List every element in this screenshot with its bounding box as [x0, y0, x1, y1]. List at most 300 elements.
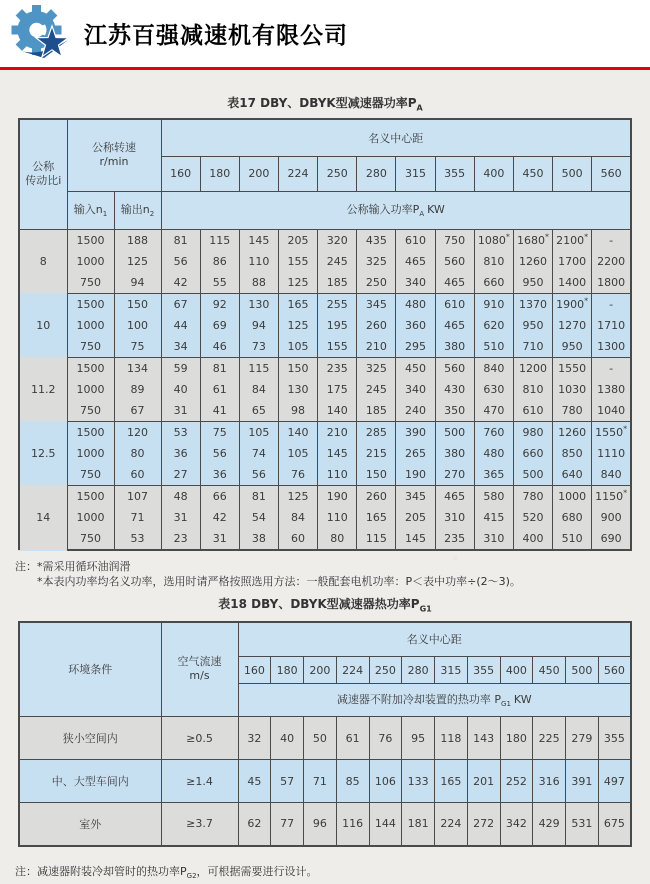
power-value-cell: 430	[435, 379, 474, 400]
power-value-cell: 185	[357, 400, 396, 422]
table18-title-text: 表18 DBY、DBYK型减速器热功率P	[218, 596, 420, 611]
input-speed-cell: 750	[67, 528, 114, 550]
power-value-cell: 1080*	[474, 229, 513, 251]
power-value-cell: 81	[200, 357, 239, 379]
thermal-value-cell: 32	[238, 717, 271, 760]
power-value-cell: 38	[239, 528, 278, 550]
power-table-row	[19, 379, 631, 400]
thermal-value-cell: 96	[304, 803, 337, 846]
thermal-value-cell: 391	[566, 760, 599, 803]
thermal-value-cell: 62	[238, 803, 271, 846]
power-value-cell: 610	[396, 229, 435, 251]
power-value-cell: 92	[200, 293, 239, 315]
power-value-cell: 145	[318, 443, 357, 464]
thermal-value-cell: 165	[435, 760, 468, 803]
thermal-value-cell: 180	[500, 717, 533, 760]
power-value-cell: 84	[239, 379, 278, 400]
power-value-cell: 210	[318, 421, 357, 443]
power-value-cell: 46	[200, 336, 239, 358]
power-value-cell: 415	[474, 507, 513, 528]
power-value-cell: 125	[278, 272, 317, 294]
distance-header-cell: 160	[238, 657, 271, 684]
power-value-cell: 950	[513, 272, 552, 294]
power-value-cell: 125	[278, 315, 317, 336]
asterisk-mark: *	[544, 231, 549, 241]
power-value-cell: 270	[435, 464, 474, 486]
note-line-2: *本表内功率均名义功率，选用时请严格按照选用方法：一般配套电机功率：P＜表中功率÷(2～3)。	[37, 574, 521, 588]
power-value-cell: 510	[553, 528, 592, 550]
power-value-cell: 690	[592, 528, 631, 550]
thermal-value-cell: 225	[533, 717, 566, 760]
power-value-cell: 900	[592, 507, 631, 528]
input-speed-cell: 750	[67, 400, 114, 422]
power-value-cell: 1260	[553, 421, 592, 443]
power-value-cell: 125	[278, 485, 317, 507]
output-speed-cell: 120	[114, 421, 161, 443]
power-value-cell: 27	[161, 464, 200, 486]
thermal-value-cell: 61	[336, 717, 369, 760]
thermal-table-row	[19, 717, 631, 760]
power-value-cell: 520	[513, 507, 552, 528]
power-value-cell: 1700	[553, 251, 592, 272]
power-value-cell: 465	[396, 251, 435, 272]
thermal-value-cell: 50	[304, 717, 337, 760]
power-value-cell: 660	[513, 443, 552, 464]
power-value-cell: 350	[435, 400, 474, 422]
col-header-ratio	[19, 119, 67, 229]
power-value-cell: 76	[278, 464, 317, 486]
output-speed-cell: 89	[114, 379, 161, 400]
ratio-cell: 10	[19, 293, 67, 357]
thermal-value-cell: 181	[402, 803, 435, 846]
power-value-cell: 54	[239, 507, 278, 528]
airflow-cell: ≥3.7	[161, 803, 238, 846]
power-value-cell: 1380	[592, 379, 631, 400]
power-value-cell: 31	[161, 507, 200, 528]
power-value-cell: 760	[474, 421, 513, 443]
power-value-cell: 195	[318, 315, 357, 336]
distance-header-cell: 280	[402, 657, 435, 684]
power-value-cell: 1550	[553, 357, 592, 379]
ratio-cell: 12.5	[19, 421, 67, 485]
thermal-value-cell: 144	[369, 803, 402, 846]
power-value-cell: 980	[513, 421, 552, 443]
power-value-cell: 31	[200, 528, 239, 550]
distance-header-cell: 160	[161, 156, 200, 191]
airflow-cell: ≥1.4	[161, 760, 238, 803]
power-value-cell: 36	[161, 443, 200, 464]
ratio-cell: 14	[19, 485, 67, 550]
power-value-cell: 210	[357, 336, 396, 358]
power-value-cell: 1400	[553, 272, 592, 294]
power-value-cell: 1550*	[592, 421, 631, 443]
power-value-cell: 53	[161, 421, 200, 443]
ratio-label-line2: 传动比i	[25, 174, 62, 188]
power-value-cell: 780	[553, 400, 592, 422]
power-value-cell: 61	[200, 379, 239, 400]
power-value-cell: 380	[435, 336, 474, 358]
power-value-cell: 1300	[592, 336, 631, 358]
output-speed-cell: 67	[114, 400, 161, 422]
power-value-cell: 44	[161, 315, 200, 336]
power-value-cell: 260	[357, 315, 396, 336]
power-table-row	[19, 357, 631, 379]
thermal-value-cell: 355	[598, 717, 631, 760]
thermal-value-cell: 106	[369, 760, 402, 803]
gear-star-logo-icon	[10, 4, 76, 64]
power-value-cell: 94	[239, 315, 278, 336]
speed-unit: r/min	[99, 155, 129, 169]
power-value-cell: 81	[239, 485, 278, 507]
power-value-cell: 105	[278, 443, 317, 464]
airflow-cell: ≥0.5	[161, 717, 238, 760]
power-value-cell: 215	[357, 443, 396, 464]
power-value-cell: 255	[318, 293, 357, 315]
output-speed-cell: 75	[114, 336, 161, 358]
output-speed-cell: 100	[114, 315, 161, 336]
thermal-value-cell: 71	[304, 760, 337, 803]
asterisk-mark: *	[623, 487, 628, 497]
power-value-cell: 73	[239, 336, 278, 358]
power-value-cell: 480	[396, 293, 435, 315]
power-value-cell: 56	[239, 464, 278, 486]
input-speed-cell: 1500	[67, 357, 114, 379]
input-speed-cell: 1500	[67, 485, 114, 507]
speed-label: 公称转速	[92, 141, 136, 155]
distance-header-cell: 560	[592, 156, 631, 191]
power-value-cell: 950	[553, 336, 592, 358]
power-value-cell: 560	[435, 251, 474, 272]
power-value-cell: 510	[474, 336, 513, 358]
power-value-cell: 810	[474, 251, 513, 272]
col-header-thermal-power: 减速器不附加冷却装置的热功率 $P_{G1}$ KW	[238, 684, 631, 717]
power-value-cell: 1370	[513, 293, 552, 315]
power-value-cell: 610	[435, 293, 474, 315]
site-header	[0, 0, 650, 67]
input-speed-cell: 1000	[67, 251, 114, 272]
asterisk-mark: *	[584, 295, 589, 305]
power-table-row	[19, 421, 631, 443]
power-table-row	[19, 272, 631, 294]
power-value-cell: 345	[357, 293, 396, 315]
environment-cell: 室外	[19, 803, 161, 846]
power-value-cell: 115	[200, 229, 239, 251]
power-value-cell: 465	[435, 315, 474, 336]
power-value-cell: 325	[357, 251, 396, 272]
col-header-input-speed: 输入$n_1$	[67, 191, 114, 229]
distance-header-cell: 355	[467, 657, 500, 684]
power-value-cell: 380	[435, 443, 474, 464]
input-speed-cell: 750	[67, 464, 114, 486]
power-value-cell: 235	[318, 357, 357, 379]
thermal-value-cell: 95	[402, 717, 435, 760]
output-speed-cell: 134	[114, 357, 161, 379]
power-value-cell: 40	[161, 379, 200, 400]
thermal-value-cell: 76	[369, 717, 402, 760]
power-value-cell: 345	[396, 485, 435, 507]
thermal-value-cell: 116	[336, 803, 369, 846]
distance-header-cell: 180	[271, 657, 304, 684]
power-value-cell: 630	[474, 379, 513, 400]
power-table-row	[19, 507, 631, 528]
distance-header-cell: 224	[278, 156, 317, 191]
scanned-catalog-page	[0, 70, 650, 884]
ratio-label-line1: 公称	[32, 160, 55, 174]
table17-title-subscript: A	[416, 103, 423, 113]
col-header-center-distance-18: 名义中心距	[238, 622, 631, 657]
thermal-value-cell: 224	[435, 803, 468, 846]
power-value-cell: 325	[357, 357, 396, 379]
power-value-cell: -	[592, 357, 631, 379]
power-value-cell: 42	[200, 507, 239, 528]
power-table-row	[19, 251, 631, 272]
power-value-cell: 115	[357, 528, 396, 550]
air-velocity-label: 空气流速	[177, 655, 222, 669]
table17-title	[0, 96, 650, 113]
power-value-cell: 1900*	[553, 293, 592, 315]
distance-header-cell: 315	[435, 657, 468, 684]
power-table-row	[19, 315, 631, 336]
power-value-cell: 110	[318, 507, 357, 528]
thermal-value-cell: 279	[566, 717, 599, 760]
table17-title-text: 表17 DBY、DBYK型减速器功率P	[227, 96, 417, 110]
power-value-cell: 69	[200, 315, 239, 336]
power-value-cell: 480	[474, 443, 513, 464]
power-value-cell: 23	[161, 528, 200, 550]
thermal-value-cell: 429	[533, 803, 566, 846]
thermal-table-row	[19, 803, 631, 846]
power-value-cell: 750	[435, 229, 474, 251]
power-value-cell: 340	[396, 379, 435, 400]
input-speed-cell: 750	[67, 272, 114, 294]
power-value-cell: 56	[200, 443, 239, 464]
power-value-cell: 320	[318, 229, 357, 251]
power-value-cell: 465	[435, 485, 474, 507]
power-value-cell: 840	[592, 464, 631, 486]
power-value-cell: 560	[435, 357, 474, 379]
power-value-cell: 310	[435, 507, 474, 528]
power-value-cell: 34	[161, 336, 200, 358]
table18-title-subscript: G1	[419, 603, 432, 613]
power-value-cell: 41	[200, 400, 239, 422]
input-speed-cell: 1500	[67, 293, 114, 315]
thermal-value-cell: 118	[435, 717, 468, 760]
distance-header-cell: 250	[369, 657, 402, 684]
power-value-cell: 48	[161, 485, 200, 507]
thermal-value-cell: 201	[467, 760, 500, 803]
power-table-row	[19, 443, 631, 464]
distance-header-cell: 280	[357, 156, 396, 191]
power-value-cell: 680	[553, 507, 592, 528]
distance-header-cell: 200	[239, 156, 278, 191]
power-value-cell: 105	[278, 336, 317, 358]
power-value-cell: 98	[278, 400, 317, 422]
power-value-cell: 910	[474, 293, 513, 315]
power-value-cell: 950	[513, 315, 552, 336]
thermal-value-cell: 342	[500, 803, 533, 846]
distance-header-cell: 180	[200, 156, 239, 191]
power-value-cell: 1680*	[513, 229, 552, 251]
power-table-row	[19, 400, 631, 422]
distance-header-cell: 400	[474, 156, 513, 191]
thermal-value-cell: 133	[402, 760, 435, 803]
table18-title	[0, 597, 650, 611]
power-value-cell: 710	[513, 336, 552, 358]
power-value-cell: 130	[239, 293, 278, 315]
power-value-cell: 1040	[592, 400, 631, 422]
power-value-cell: 450	[396, 357, 435, 379]
power-value-cell: 310	[474, 528, 513, 550]
power-value-cell: 250	[357, 272, 396, 294]
power-value-cell: 130	[278, 379, 317, 400]
distance-header-cell: 450	[533, 657, 566, 684]
thermal-value-cell: 143	[467, 717, 500, 760]
thermal-value-cell: 40	[271, 717, 304, 760]
power-value-cell: 400	[513, 528, 552, 550]
note-label: 注：	[15, 559, 37, 573]
thermal-value-cell: 252	[500, 760, 533, 803]
power-value-cell: 660	[474, 272, 513, 294]
input-speed-cell: 1000	[67, 507, 114, 528]
power-value-cell: 31	[161, 400, 200, 422]
output-speed-cell: 150	[114, 293, 161, 315]
power-value-cell: 360	[396, 315, 435, 336]
power-value-cell: 75	[200, 421, 239, 443]
power-value-cell: 86	[200, 251, 239, 272]
power-value-cell: -	[592, 229, 631, 251]
power-value-cell: 240	[396, 400, 435, 422]
power-value-cell: 36	[200, 464, 239, 486]
power-value-cell: 140	[318, 400, 357, 422]
power-value-cell: 150	[278, 357, 317, 379]
power-value-cell: 500	[435, 421, 474, 443]
output-speed-cell: 94	[114, 272, 161, 294]
power-value-cell: 190	[396, 464, 435, 486]
power-value-cell: 84	[278, 507, 317, 528]
output-speed-cell: 107	[114, 485, 161, 507]
power-value-cell: 175	[318, 379, 357, 400]
company-logo[interactable]	[10, 4, 76, 64]
power-value-cell: 1270	[553, 315, 592, 336]
company-name[interactable]: 江苏百强减速机有限公司	[84, 23, 348, 49]
power-value-cell: 295	[396, 336, 435, 358]
power-table-row	[19, 336, 631, 358]
distance-header-cell: 250	[318, 156, 357, 191]
power-value-cell: 2100*	[553, 229, 592, 251]
power-value-cell: 145	[396, 528, 435, 550]
power-value-cell: 1710	[592, 315, 631, 336]
power-value-cell: 56	[161, 251, 200, 272]
distance-header-cell: 200	[304, 657, 337, 684]
power-value-cell: 265	[396, 443, 435, 464]
power-value-cell: 810	[513, 379, 552, 400]
input-speed-cell: 1000	[67, 443, 114, 464]
power-table-row	[19, 528, 631, 550]
environment-cell: 中、大型车间内	[19, 760, 161, 803]
power-table-row	[19, 485, 631, 507]
power-value-cell: 165	[357, 507, 396, 528]
power-value-cell: 640	[553, 464, 592, 486]
thermal-value-cell: 497	[598, 760, 631, 803]
note-text-1: *需采用循环油润滑	[37, 559, 131, 573]
power-value-cell: 80	[318, 528, 357, 550]
asterisk-mark: *	[584, 231, 589, 241]
input-speed-cell: 1500	[67, 229, 114, 251]
power-value-cell: 260	[357, 485, 396, 507]
col-header-center-distance: 名义中心距	[161, 119, 631, 156]
power-value-cell: 67	[161, 293, 200, 315]
power-value-cell: 340	[396, 272, 435, 294]
power-value-cell: 185	[318, 272, 357, 294]
thermal-value-cell: 45	[238, 760, 271, 803]
environment-cell: 狭小空间内	[19, 717, 161, 760]
power-value-cell: 55	[200, 272, 239, 294]
table18-thermal-power-table	[18, 621, 632, 847]
thermal-value-cell: 316	[533, 760, 566, 803]
output-speed-cell: 188	[114, 229, 161, 251]
power-value-cell: 1800	[592, 272, 631, 294]
power-value-cell: 205	[278, 229, 317, 251]
power-value-cell: 850	[553, 443, 592, 464]
power-table-row	[19, 229, 631, 251]
ratio-cell: 11.2	[19, 357, 67, 421]
ratio-cell: 8	[19, 229, 67, 293]
power-value-cell: 155	[318, 336, 357, 358]
input-speed-cell: 1500	[67, 421, 114, 443]
asterisk-mark: *	[505, 231, 510, 241]
power-value-cell: 110	[318, 464, 357, 486]
power-value-cell: 390	[396, 421, 435, 443]
power-value-cell: 235	[435, 528, 474, 550]
col-header-air-velocity	[161, 622, 238, 717]
power-value-cell: 115	[239, 357, 278, 379]
power-value-cell: 245	[318, 251, 357, 272]
thermal-value-cell: 57	[271, 760, 304, 803]
power-table-row	[19, 464, 631, 486]
power-value-cell: 610	[513, 400, 552, 422]
output-speed-cell: 60	[114, 464, 161, 486]
col-header-environment: 环境条件	[19, 622, 161, 717]
power-table-row	[19, 293, 631, 315]
power-value-cell: 150	[357, 464, 396, 486]
power-value-cell: 205	[396, 507, 435, 528]
power-value-cell: 465	[435, 272, 474, 294]
power-value-cell: 1110	[592, 443, 631, 464]
power-value-cell: 1030	[553, 379, 592, 400]
thermal-value-cell: 85	[336, 760, 369, 803]
input-speed-cell: 750	[67, 336, 114, 358]
power-value-cell: 110	[239, 251, 278, 272]
power-value-cell: 105	[239, 421, 278, 443]
power-value-cell: 2200	[592, 251, 631, 272]
power-value-cell: 165	[278, 293, 317, 315]
thermal-value-cell: 531	[566, 803, 599, 846]
power-value-cell: 88	[239, 272, 278, 294]
input-speed-cell: 1000	[67, 315, 114, 336]
power-value-cell: 285	[357, 421, 396, 443]
thermal-value-cell: 675	[598, 803, 631, 846]
distance-header-cell: 500	[566, 657, 599, 684]
power-value-cell: 74	[239, 443, 278, 464]
power-value-cell: 365	[474, 464, 513, 486]
output-speed-cell: 80	[114, 443, 161, 464]
table17-power-table	[18, 118, 632, 551]
power-value-cell: 470	[474, 400, 513, 422]
air-velocity-unit: m/s	[189, 669, 210, 683]
power-value-cell: 140	[278, 421, 317, 443]
power-value-cell: 81	[161, 229, 200, 251]
asterisk-mark: *	[623, 423, 628, 433]
